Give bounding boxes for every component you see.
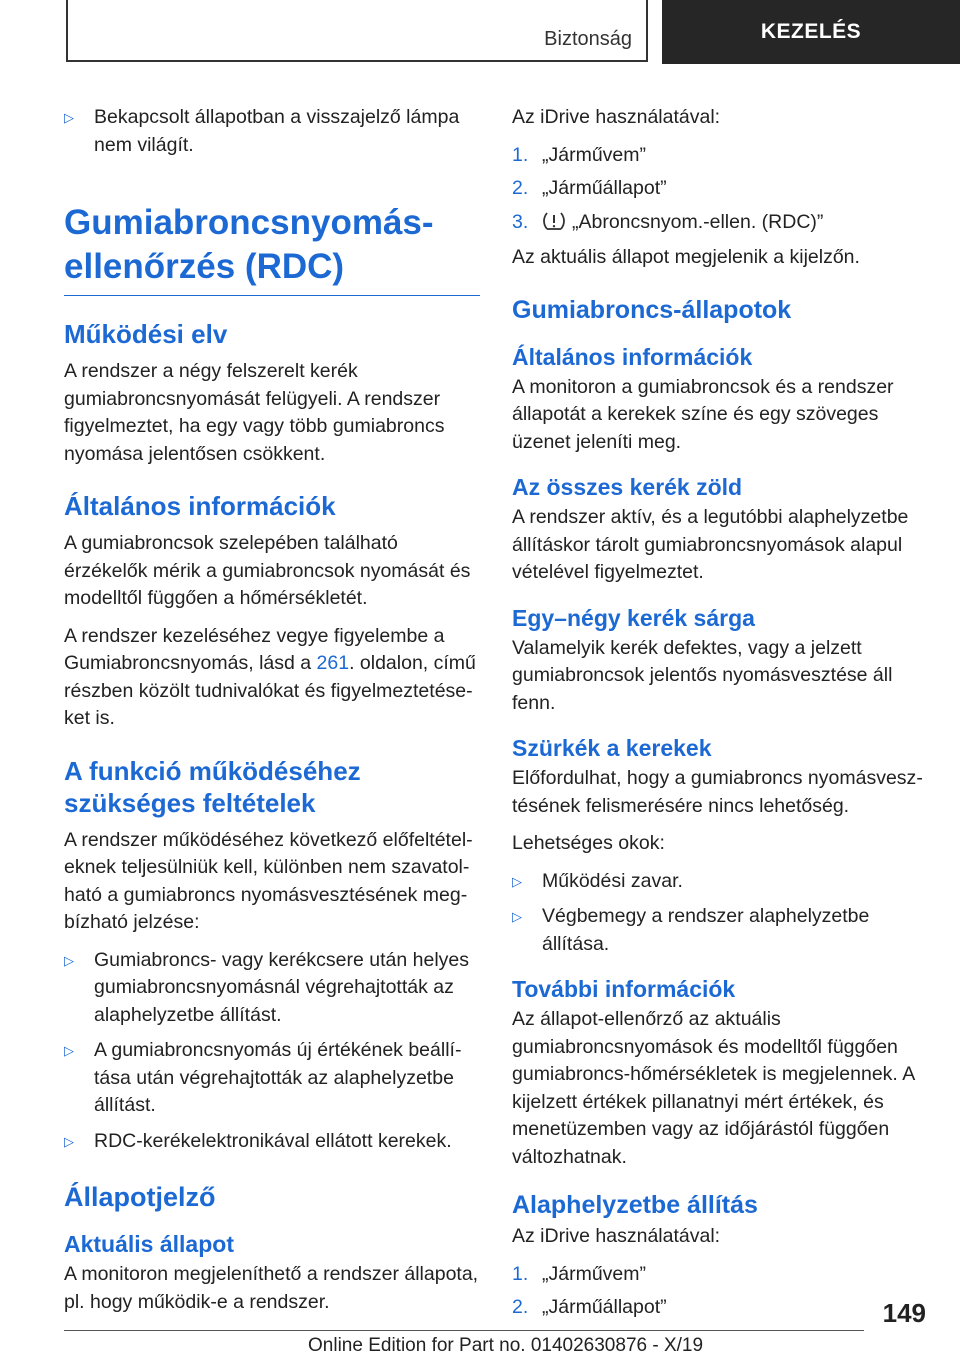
right-column [512,104,926,1330]
paragraph: A monitoron megjeleníthető a rendszer állapota, pl. hogy működik-e a rendszer. [64,1263,479,1313]
list-item: 1. „Járművem” [512,1262,647,1285]
list-item: 2. „Járműállapot” [512,177,667,199]
paragraph: A monitoron a gumiabroncsok és a rendszer állapotát a kerekek színe és egy szöveges üzenet jeleníti meg. [512,375,894,453]
paragraph: A rendszer aktív, és a legutóbbi alaphelyzetbe állításkor tárolt gumiabroncsnyomások alapul vételével figyelmeztet. [512,506,909,583]
triangle-bullet-icon: ▷ [64,1133,74,1149]
heading-general-info: Általános információk [64,491,336,521]
footer-edition-text: Online Edition for Part no. 01402630876 - X/19 [308,1335,704,1356]
page-reference-link[interactable]: 261 [316,652,350,674]
list-item: ▷ Bekapcsolt állapotban a visszajelző lámpa nem világít. [64,106,460,156]
header-section-box [66,0,648,62]
requirements-list [64,947,480,1156]
reasons-list [512,868,926,959]
list-item: ▷ Gumiabroncs- vagy kerékcsere után helyes gumiabroncsnyomásnál végrehajtották az alaphelyzetbe állítást. [64,948,470,1026]
list-item: ▷ RDC-kerékelektronikával ellátott kerekek. [64,1128,480,1156]
paragraph: Az iDrive használatával: [512,106,721,128]
paragraph: A gumiabroncsok szelepében található érzékelők mérik a gumiabroncsok nyomását és modelltől függően a hőmérsékletét. [64,532,471,609]
list-item: 2. „Járműállapot” [512,1296,667,1318]
paragraph: Előfordulhat, hogy a gumiabroncs nyomásvesztésének felismerésére nincs lehetőség. [512,767,923,817]
heading-reset: Alaphelyzetbe állítás [512,1191,758,1219]
list-item: ▷ Végbemegy a rendszer alaphelyzetbe állítása. [512,905,870,955]
triangle-bullet-icon: ▷ [512,909,522,924]
list-item: 3. „Abroncsnyom.-ellen. (RDC)” [512,210,824,233]
heading-current-status: Aktuális állapot [64,1231,234,1257]
list-item: 1. „Járművem” [512,143,647,166]
top-bullet-list [64,104,480,159]
paragraph: Valamelyik kerék defektes, vagy a jelzett gumiabroncsok jelentős nyomásvesztése áll fenn. [512,636,893,714]
paragraph: A rendszer működéséhez következő előfeltételeknek teljesülniük kell, különben nem szavatolható a gumiabroncs nyomásvesztésének megbízható jelzése: [64,828,473,933]
tire-pressure-warning-icon [542,210,566,232]
triangle-bullet-icon: ▷ [512,873,522,889]
heading-all-green: Az összes kerék zöld [512,474,743,500]
paragraph: Lehetséges okok: [512,832,665,854]
triangle-bullet-icon: ▷ [64,952,74,968]
section-title: Biztonság [544,28,632,50]
idrive-steps [512,142,926,237]
page-number: 149 [882,1298,926,1328]
heading-tire-states: Gumiabroncs-állapotok [512,295,792,324]
list-item: ▷ A gumiabroncsnyomás új értékének beállítása után végrehajtották az alaphelyzetbe állítást. [64,1039,462,1116]
heading-status-display: Állapotjelző [64,1182,216,1212]
left-column [64,104,480,1326]
paragraph: Az aktuális állapot megjelenik a kijelzőn. [512,246,860,268]
triangle-bullet-icon: ▷ [64,1043,74,1058]
paragraph: Az iDrive használatával: [512,1225,721,1247]
paragraph-with-link: A rendszer kezeléséhez vegye figyelembe a Gumiabroncsnyomás, lásd a 261. oldalon, című részben közölt tudnivalókat és figyelmeztetéseket is. [64,624,476,729]
heading-grey: Szürkék a kerekek [512,735,712,761]
page-header [0,0,960,66]
heading-requirements: A funkció működéséhez szükséges feltételek [64,755,361,818]
heading-principle: Működési elv [64,319,228,349]
chapter-heading: Gumiabroncsnyomás- ellenőrzés (RDC) [64,201,480,296]
heading-general-info: Általános információk [512,343,753,370]
list-item: ▷ Működési zavar. [512,868,926,896]
heading-more-info: További információk [512,976,736,1002]
reset-steps [512,1261,926,1322]
footer-divider [64,1330,864,1331]
heading-yellow: Egy–négy kerék sárga [512,604,755,631]
paragraph: A rendszer a négy felszerelt kerék gumiabroncsnyomását felügyeli. A rendszer figyelmeztet, ha egy vagy több gumiabroncs nyomása jelentősen csökkent. [64,360,445,465]
chapter-tab: KEZELÉS [662,0,960,64]
paragraph: Az állapot-ellenőrző az aktuális gumiabroncsnyomások és modelltől függően gumiabroncs-hőmérsékletek is megjelennek. A kijelzett értékek pillanatnyi mért értékek, és menetüzemben vagy az időjárástól függően változhatnak. [512,1008,915,1168]
triangle-bullet-icon: ▷ [64,110,74,125]
